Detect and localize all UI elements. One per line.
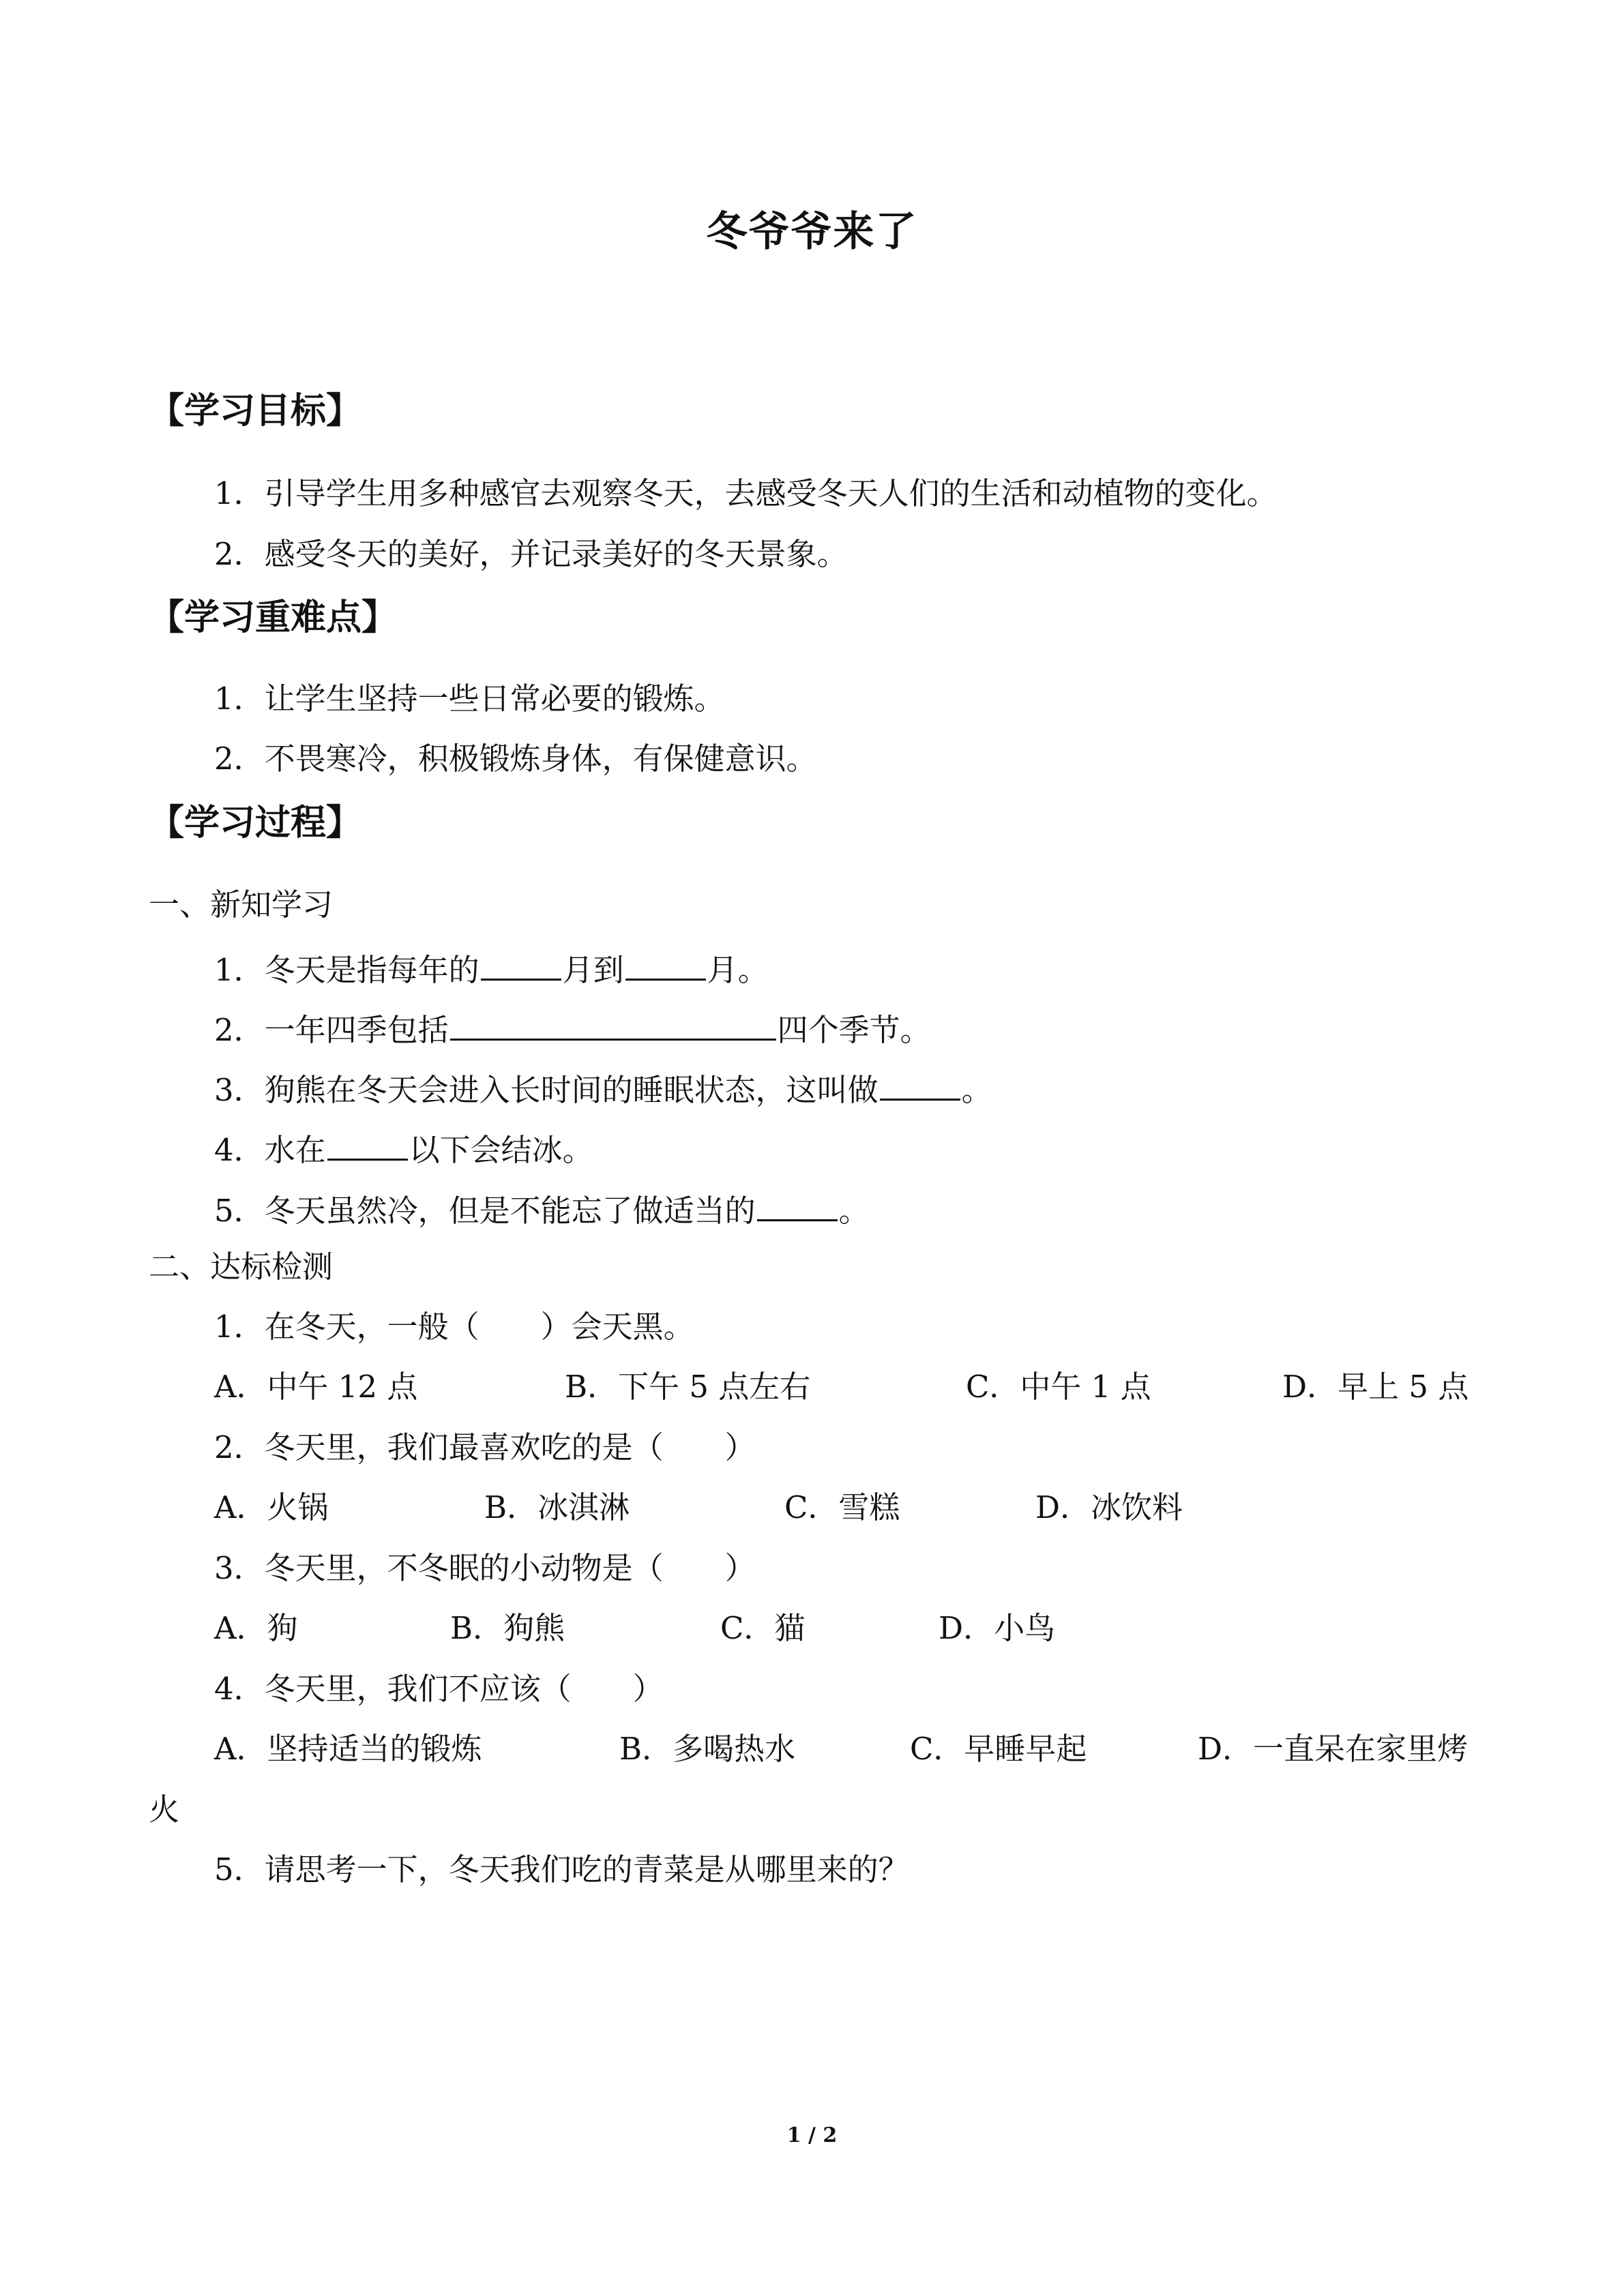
heading-learning-process: 【学习过程】 [149, 803, 362, 844]
key-point-item-1: 1．让学生坚持一些日常必要的锻炼。 [214, 681, 725, 717]
choice-question-1-option-c[interactable]: C．中午 1 点 [966, 1369, 1151, 1405]
fill-question-4 [214, 1126, 593, 1171]
fill-question-4-text-b: 以下会结冰。 [409, 1132, 593, 1168]
choice-question-1-option-b[interactable]: B．下午 5 点左右 [565, 1369, 811, 1405]
fill-question-3 [214, 1066, 992, 1111]
goal-item-1: 1．引导学生用多种感官去观察冬天，去感受冬天人们的生活和动植物的变化。 [214, 475, 1278, 511]
answer-blank-1b[interactable] [625, 946, 706, 981]
answer-blank-4[interactable] [327, 1126, 408, 1161]
fill-question-3-text-a: 3．狗熊在冬天会进入长时间的睡眠状态，这叫做 [214, 1072, 879, 1108]
choice-question-4-stem: 4．冬天里，我们不应该（ ） [214, 1671, 664, 1707]
page-title: 冬爷爷来了 [706, 208, 918, 256]
fill-question-1-text-b: 月到 [562, 952, 624, 988]
choice-question-3-stem: 3．冬天里，不冬眠的小动物是（ ） [214, 1550, 756, 1586]
fill-question-5 [214, 1187, 870, 1232]
page-number: 1 / 2 [786, 2123, 838, 2147]
choice-question-2-stem: 2．冬天里，我们最喜欢吃的是（ ） [214, 1429, 756, 1465]
fill-question-5-text-a: 5．冬天虽然冷，但是不能忘了做适当的 [214, 1193, 756, 1229]
choice-question-2-option-d[interactable]: D．冰饮料 [1035, 1489, 1183, 1525]
choice-question-4-option-c[interactable]: C．早睡早起 [910, 1731, 1087, 1767]
choice-question-2-option-c[interactable]: C．雪糕 [784, 1489, 900, 1525]
fill-question-3-text-b: 。 [961, 1072, 992, 1108]
fill-question-4-text-a: 4．水在 [214, 1132, 326, 1168]
choice-question-2-option-b[interactable]: B．冰淇淋 [484, 1489, 630, 1525]
fill-question-2-text-b: 四个季节。 [777, 1012, 931, 1048]
choice-question-1-stem: 1．在冬天，一般（ ）会天黑。 [214, 1309, 694, 1345]
choice-question-1-option-a[interactable]: A．中午 12 点 [214, 1369, 418, 1405]
fill-question-5-text-b: 。 [838, 1193, 870, 1229]
heading-learning-goals: 【学习目标】 [149, 391, 362, 432]
part-label-assessment: 二、达标检测 [149, 1249, 334, 1285]
open-question-5-stem: 5．请思考一下，冬天我们吃的青菜是从哪里来的？ [214, 1851, 909, 1888]
fill-question-2 [214, 1006, 931, 1051]
choice-question-1-option-d[interactable]: D．早上 5 点 [1282, 1369, 1469, 1405]
choice-question-4-option-d-wrap: 火 [149, 1791, 180, 1828]
choice-question-4-option-b[interactable]: B．多喝热水 [619, 1731, 796, 1767]
answer-blank-5[interactable] [757, 1187, 838, 1221]
fill-question-1-text-c: 月。 [707, 952, 769, 988]
fill-question-1-text-a: 1．冬天是指每年的 [214, 952, 479, 988]
choice-question-4-option-a[interactable]: A．坚持适当的锻炼 [214, 1731, 482, 1767]
key-point-item-2: 2．不畏寒冷，积极锻炼身体，有保健意识。 [214, 741, 817, 777]
choice-question-3-option-d[interactable]: D．小鸟 [939, 1610, 1056, 1646]
fill-question-2-text-a: 2．一年四季包括 [214, 1012, 449, 1048]
choice-question-4-option-d[interactable]: D．一直呆在家里烤 [1198, 1731, 1468, 1767]
answer-blank-3[interactable] [880, 1066, 960, 1101]
goal-item-2: 2．感受冬天的美好，并记录美好的冬天景象。 [214, 536, 848, 572]
choice-question-3-option-b[interactable]: B．狗熊 [450, 1610, 565, 1646]
answer-blank-2[interactable] [450, 1006, 776, 1041]
choice-question-3-option-a[interactable]: A．狗 [214, 1610, 298, 1646]
part-label-new-knowledge: 一、新知学习 [149, 886, 334, 923]
heading-key-points: 【学习重难点】 [149, 597, 398, 638]
fill-question-1 [214, 946, 769, 991]
choice-question-3-option-c[interactable]: C．猫 [720, 1610, 806, 1646]
choice-question-2-option-a[interactable]: A．火锅 [214, 1489, 329, 1525]
answer-blank-1a[interactable] [481, 946, 561, 981]
